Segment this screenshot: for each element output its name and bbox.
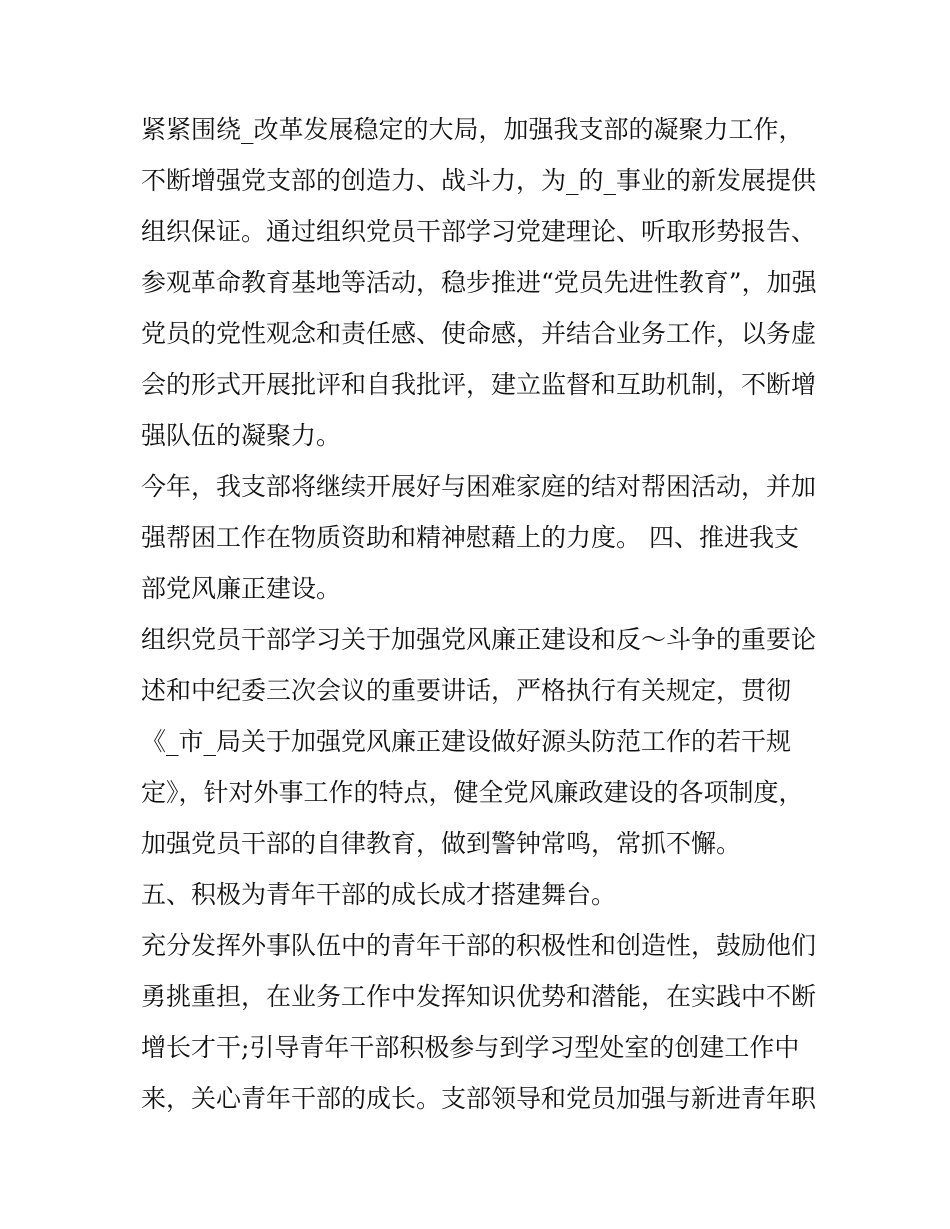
- text-line: 组织党员干部学习关于加强党风廉正建设和反～斗争的重要论: [141, 625, 817, 654]
- text-line: 增长才干;引导青年干部积极参与到学习型处室的创建工作中: [141, 1033, 800, 1062]
- text-line: 参观革命教育基地等活动，稳步推进“党员先进性教育”，加强: [141, 268, 817, 297]
- text-line: 紧紧围绕_改革发展稳定的大局，加强我支部的凝聚力工作，: [141, 115, 804, 144]
- text-line: 党员的党性观念和责任感、使命感，并结合业务工作，以务虚: [141, 319, 817, 348]
- text-line: 五、积极为青年干部的成长成才搭建舞台。: [141, 880, 617, 909]
- document-body: [141, 104, 821, 1124]
- text-line: 勇挑重担，在业务工作中发挥知识优势和潜能，在实践中不断: [141, 982, 817, 1011]
- text-line: 会的形式开展批评和自我批评，建立监督和互助机制，不断增: [141, 370, 817, 399]
- text-line: 述和中纪委三次会议的重要讲话，严格执行有关规定，贯彻: [141, 676, 792, 705]
- text-line: 部党风廉正建设。: [141, 574, 342, 603]
- text-line: 加强党员干部的自律教育，做到警钟常鸣，常抓不懈。: [141, 829, 742, 858]
- text-line: 强帮困工作在物质资助和精神慰藉上的力度。 四、推进我支: [141, 523, 799, 552]
- text-line: 不断增强党支部的创造力、战斗力，为_的_事业的新发展提供: [141, 166, 817, 195]
- text-line: 今年，我支部将继续开展好与困难家庭的结对帮困活动，并加: [141, 472, 817, 501]
- text-line: 强队伍的凝聚力。: [141, 421, 342, 450]
- text-line: 来，关心青年干部的成长。支部领导和党员加强与新进青年职: [141, 1084, 817, 1113]
- text-line: 组织保证。通过组织党员干部学习党建理论、听取形势报告、: [141, 217, 817, 246]
- text-line: 充分发挥外事队伍中的青年干部的积极性和创造性，鼓励他们: [141, 931, 817, 960]
- text-line: 《_市_局关于加强党风廉正建设做好源头防范工作的若干规: [141, 727, 792, 756]
- text-line: 定》，针对外事工作的特点，健全党风廉政建设的各项制度，: [141, 778, 804, 807]
